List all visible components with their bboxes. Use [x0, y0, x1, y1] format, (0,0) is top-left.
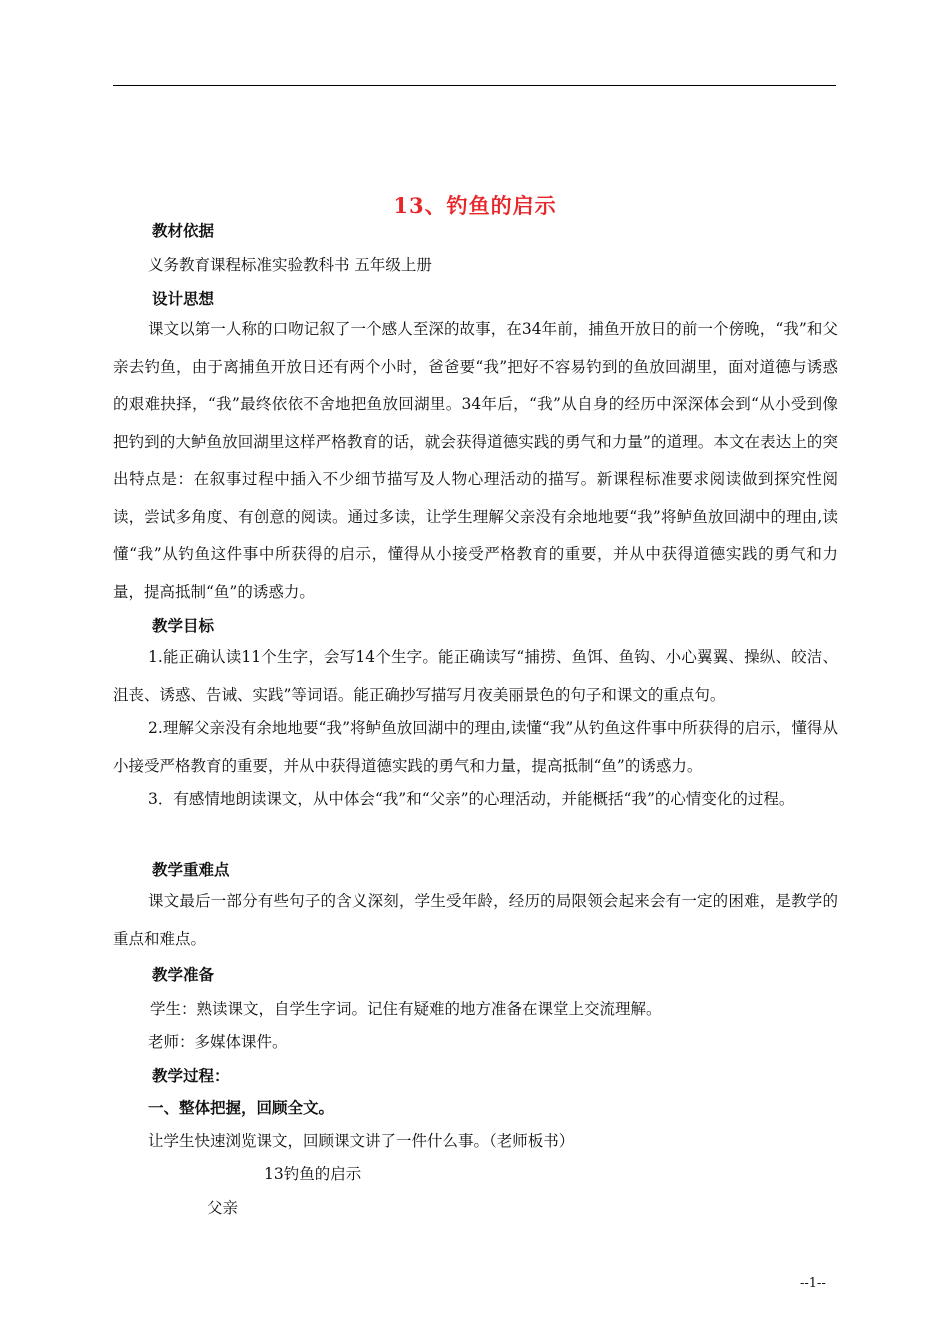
heading-keypoints: 教学重难点: [152, 860, 230, 879]
step1-text: 让学生快速浏览课文，回顾课文讲了一件什么事。（老师板书）: [148, 1132, 575, 1150]
heading-goals: 教学目标: [152, 616, 215, 635]
goal-3: 3．有感情地朗读课文，从中体会“我”和“父亲”的心理活动，并能概括“我”的心情变化的过程。: [148, 790, 795, 808]
page-number: --1--: [800, 1276, 826, 1291]
heading-basis: 教材依据: [152, 221, 215, 240]
header-rule: [113, 85, 836, 86]
page-title: 13、钓鱼的启示: [393, 193, 557, 218]
goal-2: 2.理解父亲没有余地地要“我”将鲈鱼放回湖中的理由,读懂“我”从钓鱼这件事中所获得的启示，懂得从小接受严格教育的重要，并从中获得道德实践的勇气和力量，提高抵制“鱼”的诱惑力。: [113, 719, 838, 775]
prep-students: 学生：熟读课文，自学生字词。记住有疑难的地方准备在课堂上交流理解。: [150, 1000, 662, 1018]
basis-text: 义务教育课程标准实验教科书 五年级上册: [148, 256, 432, 274]
heading-prep: 教学准备: [152, 965, 215, 984]
board-title: 13钓鱼的启示: [264, 1165, 362, 1183]
goal-1: 1.能正确认读11个生字，会写14个生字。能正确读写“捕捞、鱼饵、鱼钩、小心翼翼、操纵、皎洁、沮丧、诱惑、告诫、实践”等词语。能正确抄写描写月夜美丽景色的句子和课文的重点句。: [113, 648, 838, 704]
board-item-father: 父亲: [207, 1199, 239, 1217]
heading-design: 设计思想: [152, 289, 215, 308]
keypoints-paragraph: 课文最后一部分有些句子的含义深刻，学生受年龄，经历的局限领会起来会有一定的困难，是教学的重点和难点。: [113, 892, 838, 948]
heading-process: 教学过程：: [152, 1066, 230, 1085]
step1-heading: 一、整体把握，回顾全文。: [148, 1098, 335, 1117]
prep-teacher: 老师：多媒体课件。: [148, 1033, 288, 1051]
design-paragraph: 课文以第一人称的口吻记叙了一个感人至深的故事，在34年前，捕鱼开放日的前一个傍晚，“我”和父亲去钓鱼，由于离捕鱼开放日还有两个小时，爸爸要“我”把好不容易钓到的鱼放回湖里，面对道德与诱惑的艰难抉择，“我”最终依依不舍地把鱼放回湖里。34年后，“我”从自身的经历中深深体会到“从小受到像把钓到的大鲈鱼放回湖里这样严格教育的话，就会获得道德实践的勇气和力量”的道理。本文在表达上的突出特点是：在叙事过程中插入不少细节描写及人物心理活动的描写。新课程标准要求阅读做到探究性阅读，尝试多角度、有创意的阅读。通过多读，让学生理解父亲没有余地地要“我”将鲈鱼放回湖中的理由,读懂“我”从钓鱼这件事中所获得的启示，懂得从小接受严格教育的重要，并从中获得道德实践的勇气和力量，提高抵制“鱼”的诱惑力。: [113, 320, 838, 601]
